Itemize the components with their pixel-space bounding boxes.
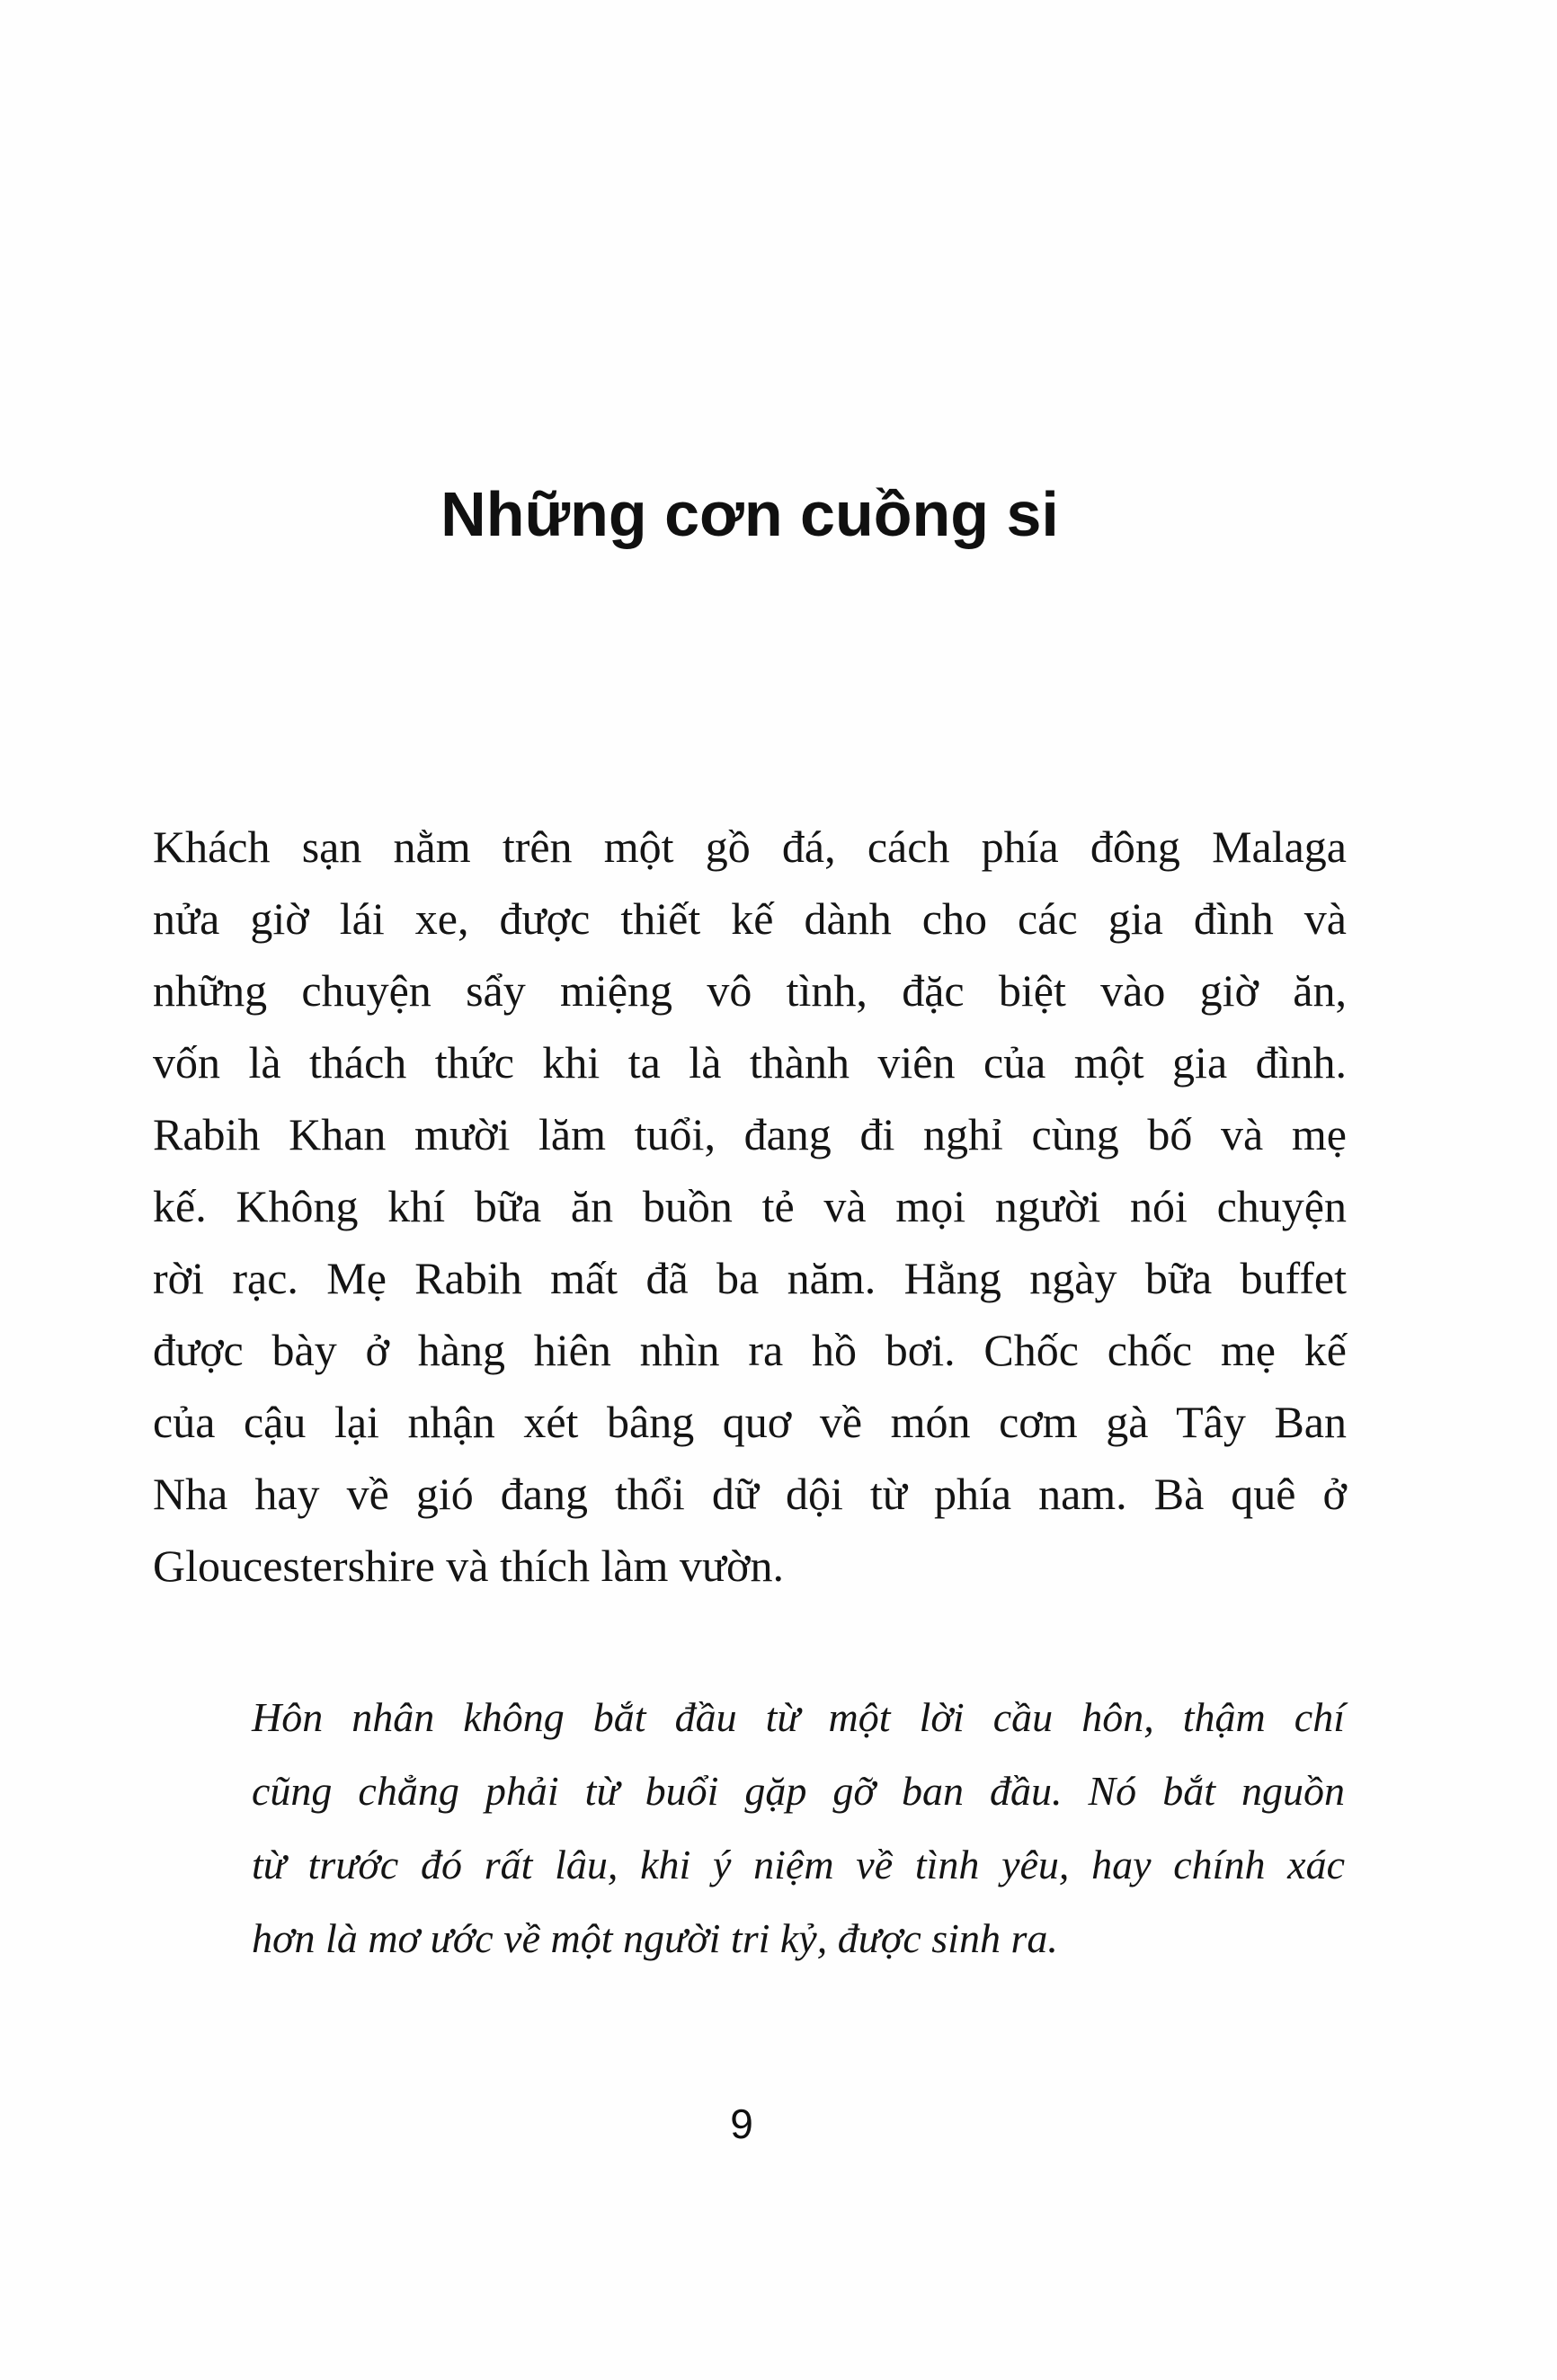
paragraph-line: vốn là thách thức khi ta là thành viên của một gia đình. <box>153 1037 1347 1088</box>
paragraph-line: kế. Không khí bữa ăn buồn tẻ và mọi người nói chuyện <box>153 1181 1347 1231</box>
chapter-title: Những cơn cuồng si <box>440 479 1059 549</box>
paragraph-line: Gloucestershire và thích làm vườn. <box>153 1541 784 1591</box>
quote-line: từ trước đó rất lâu, khi ý niệm về tình yêu, hay chính xác <box>252 1842 1345 1887</box>
paragraph-line: những chuyện sẩy miệng vô tình, đặc biệt vào giờ ăn, <box>153 965 1347 1016</box>
paragraph-line: nửa giờ lái xe, được thiết kế dành cho các gia đình và <box>153 893 1347 944</box>
quote-block <box>252 1681 1345 1976</box>
paragraph-line: Nha hay về gió đang thổi dữ dội từ phía nam. Bà quê ở <box>153 1469 1347 1519</box>
paragraph-line: rời rạc. Mẹ Rabih mất đã ba năm. Hằng ngày bữa buffet <box>153 1253 1347 1303</box>
paragraph-line: Rabih Khan mười lăm tuổi, đang đi nghỉ cùng bố và mẹ <box>153 1109 1347 1159</box>
page-number: 9 <box>730 2100 753 2147</box>
paragraph-line: của cậu lại nhận xét bâng quơ về món cơm gà Tây Ban <box>153 1397 1347 1447</box>
paragraph-line: được bày ở hàng hiên nhìn ra hồ bơi. Chốc chốc mẹ kế <box>153 1325 1347 1375</box>
paragraph-line: Khách sạn nằm trên một gồ đá, cách phía đông Malaga <box>153 821 1347 872</box>
body-paragraph <box>153 811 1347 1602</box>
quote-line: hơn là mơ ước về một người tri kỷ, được sinh ra. <box>252 1915 1058 1961</box>
quote-line: cũng chẳng phải từ buổi gặp gỡ ban đầu. Nó bắt nguồn <box>252 1768 1345 1814</box>
quote-line: Hôn nhân không bắt đầu từ một lời cầu hôn, thậm chí <box>252 1694 1345 1740</box>
